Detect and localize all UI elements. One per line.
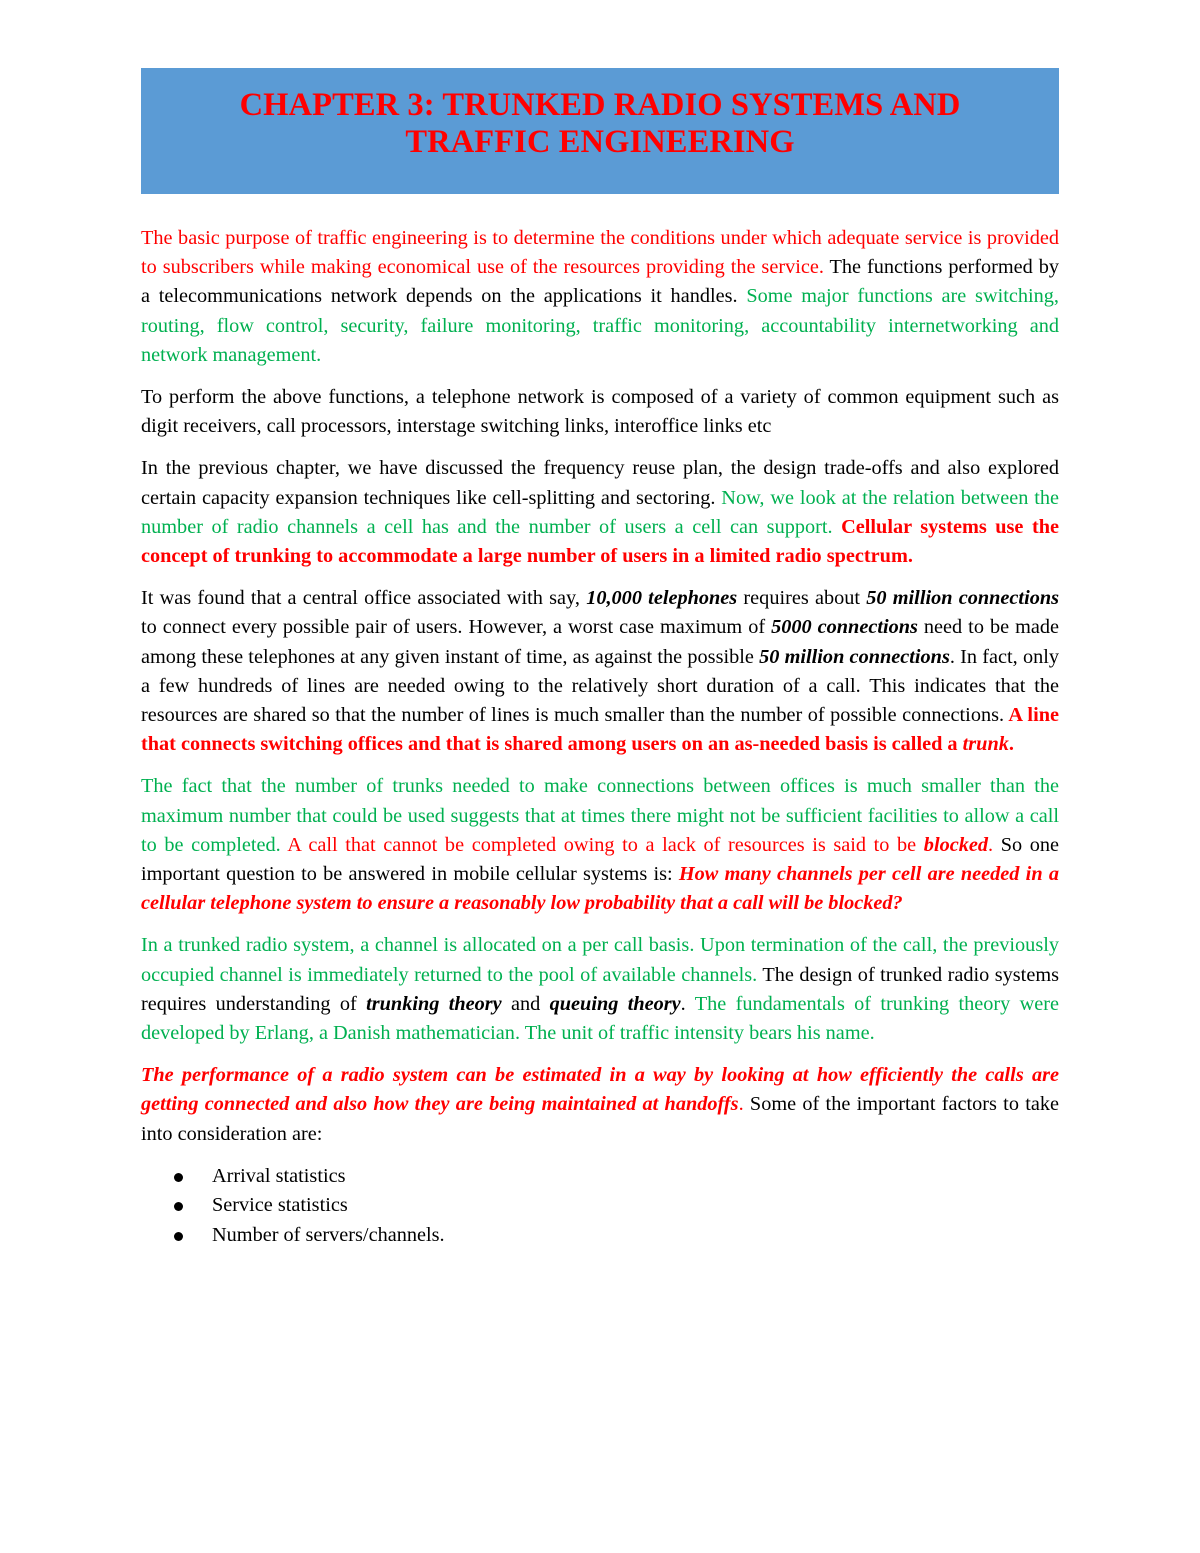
list-item-text: Number of servers/channels. — [212, 1223, 445, 1246]
list-item-text: Service statistics — [212, 1194, 348, 1217]
chapter-title-box — [141, 68, 1059, 194]
text-run: The basic purpose of traffic engineering is to determine the conditions under which adequate service is provided to subscribers while making economical use of the resources providing the service. — [141, 227, 1059, 279]
text-run: requires about — [737, 587, 867, 610]
list-item-text: Arrival statistics — [212, 1164, 346, 1187]
text-run: Some major functions are switching, routing, flow control, security, failure monitoring, traffic monitoring, accountability internetworking and network management. — [141, 285, 1059, 366]
bullet-icon — [174, 1173, 183, 1182]
body-paragraph — [141, 454, 1059, 571]
text-run: Cellular systems use the concept of trunking to accommodate a large number of users in a limited radio spectrum. — [141, 515, 1059, 568]
text-run: How many channels per cell are needed in a cellular telephone system to ensure a reasonably low probability that a call will be blocked? — [141, 863, 1059, 915]
text-run: A call that cannot be completed owing to a lack of resources is said to be — [280, 833, 924, 856]
body-paragraph — [141, 772, 1059, 918]
text-run: The performance of a radio system can be estimated in a way by looking at how efficiently the calls are getting connected and also how they are being maintained at handoffs — [141, 1064, 1059, 1116]
text-run: The fundamentals of trunking theory were developed by Erlang, a Danish mathematician. The unit of traffic intensity bears his name. — [141, 992, 1059, 1045]
body-paragraph — [141, 1061, 1059, 1149]
text-run: The functions performed by a telecommunications network depends on the applications it handles. — [141, 256, 1060, 308]
text-run: blocked — [923, 833, 988, 856]
text-run: Some of the important factors to take into consideration are: — [141, 1093, 1060, 1145]
document-page — [141, 68, 1059, 1250]
chapter-title-line-2: TRAFFIC ENGINEERING — [405, 124, 795, 160]
list-item — [141, 1191, 1059, 1221]
text-run: 50 million connections — [866, 587, 1060, 610]
text-run: In the previous chapter, we have discussed the frequency reuse plan, the design trade-offs and also explored certain capacity expansion techniques like cell-splitting and sectoring. — [141, 457, 1059, 509]
text-run: trunk — [962, 733, 1009, 756]
text-run: to connect every possible pair of users. However, a worst case maximum of — [141, 616, 772, 639]
paragraph-list — [141, 224, 1059, 1149]
body-paragraph — [141, 931, 1059, 1048]
body-paragraph — [141, 584, 1059, 759]
text-run: queuing theory — [549, 992, 681, 1015]
body-paragraph — [141, 383, 1059, 441]
bullet-icon — [174, 1232, 183, 1241]
text-run: and — [501, 992, 550, 1015]
chapter-title — [240, 87, 961, 161]
list-item — [141, 1221, 1059, 1251]
chapter-title-line-1: CHAPTER 3: TRUNKED RADIO SYSTEMS AND — [239, 87, 961, 123]
body-paragraph — [141, 224, 1059, 370]
text-run: It was found that a central office associated with say, — [141, 587, 587, 610]
text-run: . In fact, only a few hundreds of lines are needed owing to the relatively short duration of a call. This indicates that the resources are shared so that the number of lines is much smaller than the number of possible connections. — [141, 645, 1059, 727]
text-run: 50 million connections — [759, 645, 950, 668]
text-run: . — [680, 992, 686, 1015]
text-run: A line that connects switching offices and that is shared among users on an as-needed basis is called a — [141, 704, 1059, 756]
document-body — [141, 224, 1059, 1250]
text-run: Now, we look at the relation between the number of radio channels a cell has and the number of users a cell can support. — [141, 486, 1059, 538]
bullet-icon — [174, 1202, 183, 1211]
text-run: need to be made among these telephones at any given instant of time, as against the possible — [141, 616, 1059, 668]
text-run: trunking theory — [366, 992, 502, 1015]
list-item — [141, 1162, 1059, 1192]
text-run: . — [1008, 733, 1014, 756]
text-run: 10,000 telephones — [586, 587, 738, 610]
text-run: So one important question to be answered in mobile cellular systems is: — [141, 833, 1060, 886]
text-run: 5000 connections — [771, 616, 918, 639]
text-run: To perform the above functions, a telephone network is composed of a variety of common equipment such as digit receivers, call processors, interstage switching links, interoffice links etc — [141, 386, 1059, 438]
factor-list — [141, 1162, 1059, 1251]
text-run: . — [738, 1093, 744, 1116]
text-run: . — [988, 833, 994, 856]
text-run: The fact that the number of trunks needed to make connections between offices is much smaller than the maximum number that could be used suggests that at times there might not be sufficient facilities to allow a call to be completed. — [141, 775, 1059, 856]
text-run: In a trunked radio system, a channel is allocated on a per call basis. Upon termination of the call, the previously occupied channel is immediately returned to the pool of available channels. — [141, 934, 1059, 986]
text-run: The design of trunked radio systems requires understanding of — [141, 963, 1059, 1015]
